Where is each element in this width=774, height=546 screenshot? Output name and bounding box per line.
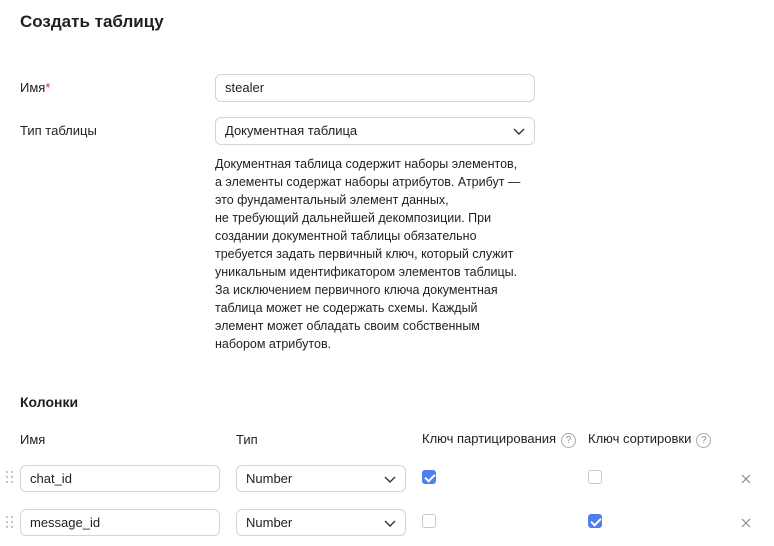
table-name-input[interactable]: stealer bbox=[215, 74, 535, 102]
drag-handle-icon[interactable] bbox=[6, 471, 14, 485]
column-header-type: Тип bbox=[236, 432, 258, 447]
column-type-value: Number bbox=[246, 515, 293, 530]
column-name-input[interactable]: message_id bbox=[20, 509, 220, 536]
column-header-name: Имя bbox=[20, 432, 46, 447]
sort-key-checkbox[interactable] bbox=[588, 470, 602, 484]
sort-key-checkbox[interactable] bbox=[588, 514, 602, 528]
column-name-input[interactable]: chat_id bbox=[20, 465, 220, 492]
table-type-select[interactable] bbox=[215, 117, 535, 145]
help-icon[interactable]: ? bbox=[696, 433, 711, 448]
drag-handle-icon[interactable] bbox=[6, 516, 14, 530]
name-label bbox=[20, 80, 50, 96]
page-title: Создать таблицу bbox=[20, 12, 164, 31]
columns-section-title: Колонки bbox=[20, 394, 79, 410]
remove-column-icon[interactable] bbox=[741, 518, 751, 528]
column-type-select[interactable] bbox=[236, 509, 406, 536]
column-type-select[interactable] bbox=[236, 465, 406, 492]
partition-key-checkbox[interactable] bbox=[422, 470, 436, 484]
remove-column-icon[interactable] bbox=[741, 474, 751, 484]
chevron-down-icon bbox=[384, 474, 396, 484]
chevron-down-icon bbox=[513, 126, 525, 136]
help-icon[interactable]: ? bbox=[561, 433, 576, 448]
chevron-down-icon bbox=[384, 518, 396, 528]
sort-key-label: Ключ сортировки bbox=[588, 431, 692, 446]
table-type-description: Документная таблица содержит наборы элементов, а элементы содержат наборы атрибутов. Атрибут — это фундаментальный элемент данных, не требующий дальнейшей декомпозиции. При создании документной таблицы обязательно требуется задать первичный ключ, который служит уникальным идентификатором элементов таблицы. За исключением первичного ключа документная таблица может не содержать схемы. Каждый элемент может обладать своим собственным набором атрибутов. bbox=[215, 157, 521, 351]
table-type-label: Тип таблицы bbox=[20, 123, 97, 138]
column-header-sort-key bbox=[588, 431, 711, 448]
required-mark: * bbox=[45, 80, 51, 95]
name-label-text: Имя bbox=[20, 80, 46, 95]
table-type-value: Документная таблица bbox=[225, 123, 358, 138]
partition-key-checkbox[interactable] bbox=[422, 514, 436, 528]
column-header-partition-key bbox=[422, 431, 576, 448]
partition-key-label: Ключ партицирования bbox=[422, 431, 557, 446]
column-type-value: Number bbox=[246, 471, 293, 486]
